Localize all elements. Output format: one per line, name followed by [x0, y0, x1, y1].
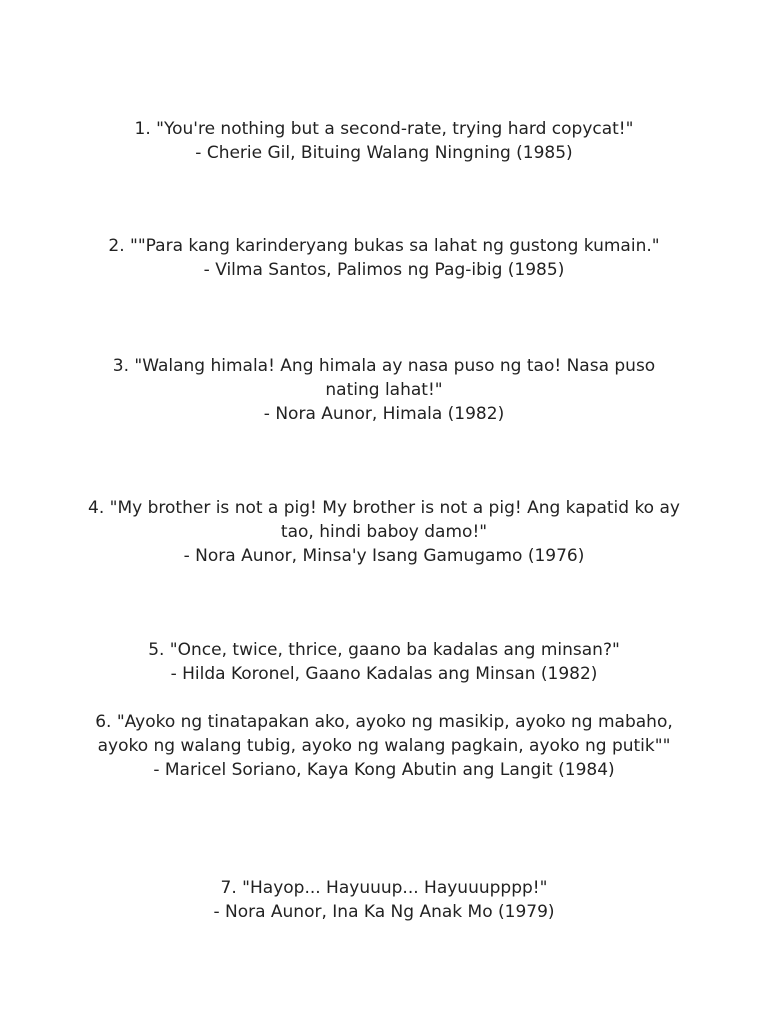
quote-text: 2. ""Para kang karinderyang bukas sa lahat ng gustong kumain."	[108, 236, 660, 256]
quote-1	[84, 117, 684, 165]
quote-3	[84, 354, 684, 426]
quote-attribution: - Nora Aunor, Minsa'y Isang Gamugamo (1976)	[183, 546, 585, 566]
quote-4	[84, 496, 684, 568]
quote-text: 5. "Once, twice, thrice, gaano ba kadalas ang minsan?"	[148, 640, 620, 660]
quote-attribution: - Vilma Santos, Palimos ng Pag-ibig (1985)	[203, 260, 565, 280]
quote-attribution: - Maricel Soriano, Kaya Kong Abutin ang Langit (1984)	[153, 760, 615, 780]
quote-text: 6. "Ayoko ng tinatapakan ako, ayoko ng masikip, ayoko ng mabaho, ayoko ng walang tubig, ayoko ng walang pagkain, ayoko ng putik""	[95, 712, 673, 756]
quote-text: 7. "Hayop... Hayuuup... Hayuuupppp!"	[220, 878, 548, 898]
quote-attribution: - Nora Aunor, Ina Ka Ng Anak Mo (1979)	[213, 902, 555, 922]
quote-text: 1. "You're nothing but a second-rate, trying hard copycat!"	[134, 119, 634, 139]
quote-6	[84, 710, 684, 782]
quote-text: 4. "My brother is not a pig! My brother is not a pig! Ang kapatid ko ay tao, hindi baboy damo!"	[88, 498, 680, 542]
quote-2	[84, 234, 684, 282]
quote-5	[84, 638, 684, 686]
quote-attribution: - Hilda Koronel, Gaano Kadalas ang Minsan (1982)	[170, 664, 598, 684]
quote-attribution: - Nora Aunor, Himala (1982)	[263, 404, 505, 424]
quote-text: 3. "Walang himala! Ang himala ay nasa puso ng tao! Nasa puso nating lahat!"	[112, 356, 656, 400]
quote-7	[84, 876, 684, 924]
quote-attribution: - Cherie Gil, Bituing Walang Ningning (1985)	[195, 143, 573, 163]
